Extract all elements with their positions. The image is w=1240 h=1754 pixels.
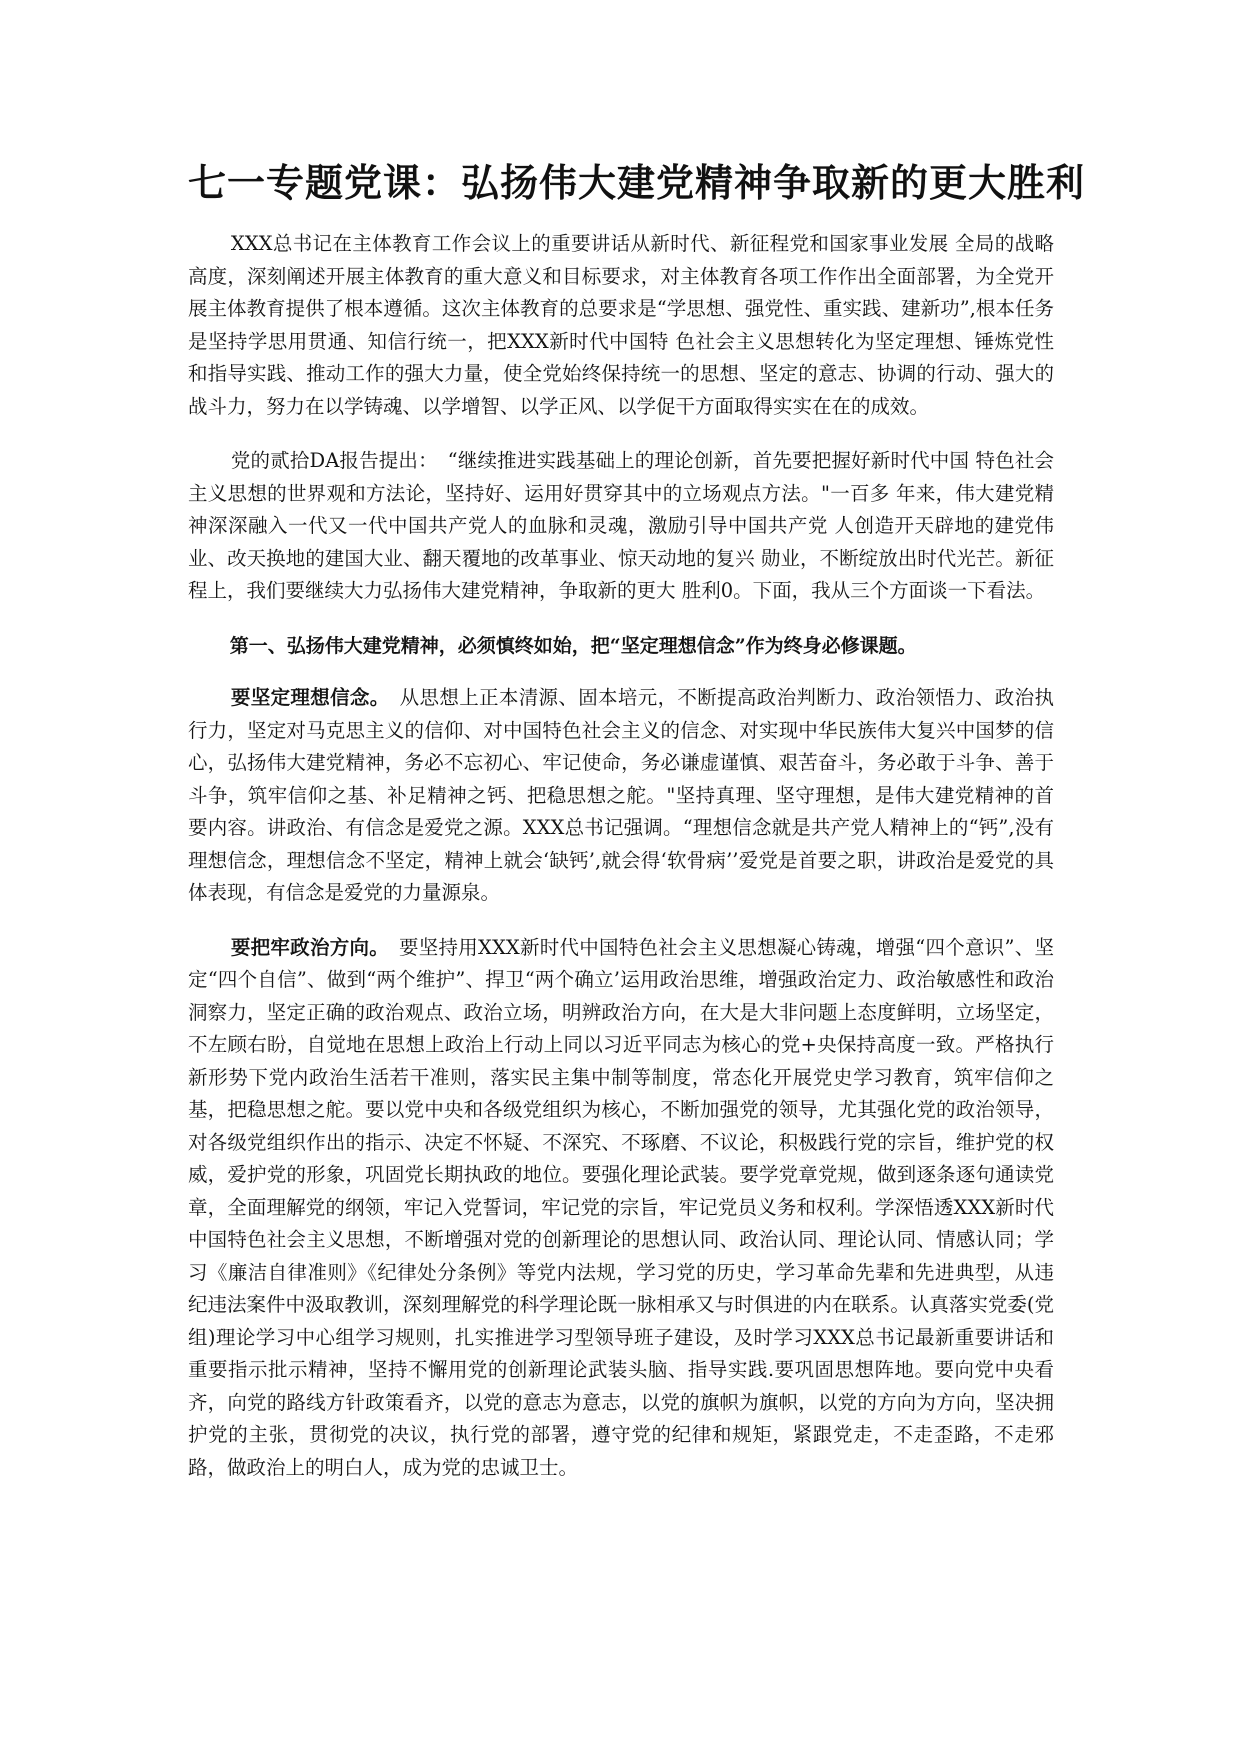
paragraph-lead: 要坚定理想信念。 — [230, 686, 380, 709]
paragraph-text: XXX总书记在主体教育工作会议上的重要讲话从新时代、新征程党和国家事业发展 全局的战略高度，深刻阐述开展主体教育的重大意义和目标要求，对主体教育各项工作作出全面部署，为全党开展主体教育提供了根本遵循。这次主体教育的总要求是“学思想、强党性、重实践、建新功”,根本任务是坚持学思用贯通、知信行统一，把XXX新时代中国特 色社会主义思想转化为坚定理想、锤炼党性和指导实践、推动工作的强大力量，使全党始终保持统一的思想、坚定的意志、协调的行动、强大的战斗力，努力在以学铸魂、以学增智、以学正风、以学促干方面取得实实在在的成效。 — [188, 232, 1054, 418]
paragraph-text: 从思想上正本清源、固本培元，不断提高政治判断力、政治领悟力、政治执行力，坚定对马克思主义的信仰、对中国特色社会主义的信念、对实现中华民族伟大复兴中国梦的信心，弘扬伟大建党精神，务必不忘初心、牢记使命，务必谦虚谨慎、艰苦奋斗，务必敢于斗争、善于斗争，筑牢信仰之基、补足精神之钙、把稳思想之舵。"坚持真理、坚守理想，是伟大建党精神的首要内容。讲政治、有信念是爱党之源。XXX总书记强调。“理想信念就是共产党人精神上的“钙”,没有理想信念，理想信念不坚定，精神上就会‘缺钙’,就会得‘软骨病’’爱党是首要之职，讲政治是爱党的具体表现，有信念是爱党的力量源泉。 — [188, 686, 1054, 904]
paragraph-lead: 要把牢政治方向。 — [230, 935, 380, 959]
paragraph-report-quote — [188, 445, 1054, 608]
paragraph-text: 党的贰拾DA报告提出： “继续推进实践基础上的理论创新，首先要把握好新时代中国 特色社会主义思想的世界观和方法论，坚持好、运用好贯穿其中的立场观点方法。"一百多 年来，伟大建党精神深深融入一代又一代中国共产党人的血脉和灵魂，激励引导中国共产党 人创造开天辟地的建党伟业、改天换地的建国大业、翻天覆地的改革事业、惊天动地的复兴 勋业，不断绽放出时代光芒。新征程上，我们要继续大力弘扬伟大建党精神，争取新的更大 胜利0。下面，我从三个方面谈一下看法。 — [188, 449, 1054, 602]
paragraph-ideals — [188, 682, 1054, 910]
section-heading-text: 第一、弘扬伟大建党精神，必须慎终如始，把“坚定理想信念”作为终身必修课题。 — [229, 634, 917, 657]
paragraph-intro — [188, 228, 1054, 423]
document-body — [188, 228, 1054, 1506]
section-heading — [188, 630, 1054, 663]
paragraph-political-direction — [188, 932, 1054, 1485]
paragraph-text: 要坚持用XXX新时代中国特色社会主义思想凝心铸魂，增强“四个意识”、坚定“四个自信”、做到“两个维护”、捍卫“两个确立’运用政治思维，增强政治定力、政治敏感性和政治洞察力，坚定正确的政治观点、政治立场，明辨政治方向，在大是大非问题上态度鲜明，立场坚定，不左顾右盼，自觉地在思想上政治上行动上同以习近平同志为核心的党+央保持高度一致。严格执行新形势下党内政治生活若干准则，落实民主集中制等制度，常态化开展党史学习教育，筑牢信仰之基，把稳思想之舵。要以党中央和各级党组织为核心，不断加强党的领导，尤其强化党的政治领导，对各级党组织作出的指示、决定不怀疑、不深究、不琢磨、不议论，积极践行党的宗旨，维护党的权威，爱护党的形象，巩固党长期执政的地位。要强化理论武装。要学党章党规，做到逐条逐句通读党章，全面理解党的纲领，牢记入党誓词，牢记党的宗旨，牢记党员义务和权利。学深悟透XXX新时代中国特色社会主义思想，不断增强对党的创新理论的思想认同、政治认同、理论认同、情感认同；学习《廉洁自律准则》《纪律处分条例》等党内法规，学习党的历史，学习革命先辈和先进典型，从违纪违法案件中汲取教训，深刻理解党的科学理论既一脉相承又与时俱进的内在联系。认真落实党委(党组)理论学习中心组学习规则，扎实推进学习型领导班子建设，及时学习XXX总书记最新重要讲话和重要指示批示精神，坚持不懈用党的创新理论武装头脑、指导实践.要巩固思想阵地。要向党中央看齐，向党的路线方针政策看齐，以党的意志为意志，以党的旗帜为旗帜，以党的方向为方向，坚决拥护党的主张，贯彻党的决议，执行党的部署，遵守党的纪律和规矩，紧跟党走，不走歪路，不走邪路，做政治上的明白人，成为党的忠诚卫士。 — [188, 935, 1054, 1479]
document-title: 七一专题党课：弘扬伟大建党精神争取新的更大胜利 — [188, 160, 1086, 205]
